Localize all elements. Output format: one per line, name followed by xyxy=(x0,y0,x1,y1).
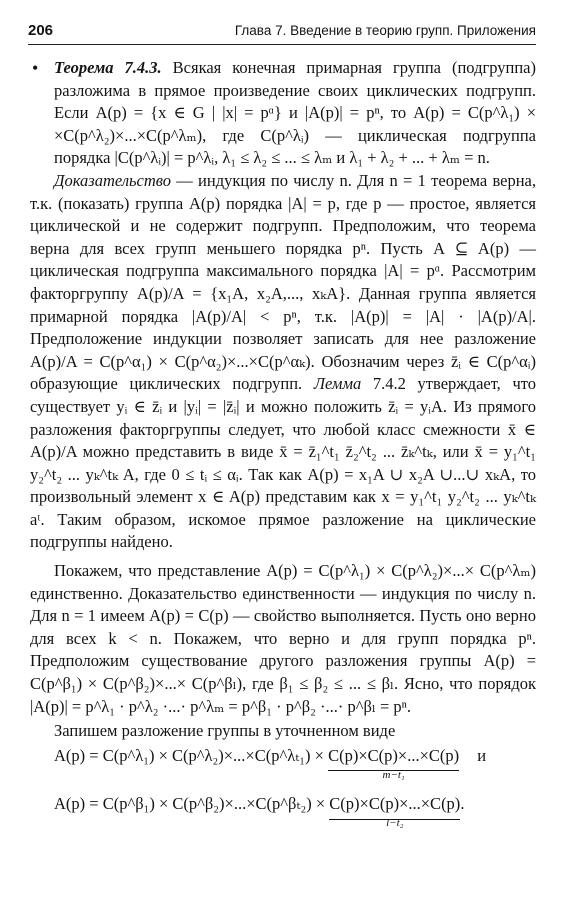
header-rule xyxy=(28,44,536,45)
lemma-label: Лемма xyxy=(313,374,362,394)
underbrace-1: C(p)×C(p)×...×C(p) m−t₁ xyxy=(328,745,459,772)
theorem-paragraph xyxy=(30,57,536,170)
equation-2: A(p) = C(p^β₁) × C(p^β₂)×...×C(p^βₜ₂) × C(p)×C(p)×...×C(p) l−t₂ . xyxy=(54,793,536,820)
underbrace-label-2: l−t₂ xyxy=(386,817,404,830)
theorem-text: Всякая конечная примарная группа (подгруппа) разложима в прямое произведение своих циклических подгрупп. Если A(p) = {x ∈ G | |x| = pᵅ} и |A(p)| = pⁿ, то A(p) = C(p^λ₁) × ×C(p^λ₂)×...×C(p^λₘ), где C(p^λᵢ) — циклическая подгруппа порядка |C(p^λᵢ)| = p^λᵢ, λ₁ ≤ λ₂ ≤ ... ≤ λₘ и λ₁ + λ₂ + ... + λₘ = n. xyxy=(54,58,537,168)
uniqueness-paragraph xyxy=(30,560,536,718)
underbrace-2: C(p)×C(p)×...×C(p) l−t₂ xyxy=(329,793,460,820)
equation-1: A(p) = C(p^λ₁) × C(p^λ₂)×...×C(p^λₜ₁) × C(p)×C(p)×...×C(p) m−t₁ и xyxy=(54,745,536,772)
proof-label: Доказательство xyxy=(54,170,171,190)
refined-intro: Запишем разложение группы в уточненном виде xyxy=(54,721,396,741)
chapter-title: Глава 7. Введение в теорию групп. Приложения xyxy=(234,23,536,38)
bullet-icon: • xyxy=(32,58,39,78)
proof-text: — индукция по числу n. Для n = 1 теорема верна, т.к. (показать) группа A(p) порядка |A| = p, где p — простое, является циклической и не содержит подгрупп. Предположим, что теорема верна для всех групп меньшего порядка pⁿ. Пусть A ⊆ A(p) — циклическая подгруппа максимального порядка |A| = pᵅ. Рассмотрим факторгруппу A(p)/A = {x₁A, x₂A,..., xₖA}. Данная группа является примарной порядка |A(p)/A| < pⁿ, т.к. |A(p)| = |A| · |A(p)/A|. Предположение индукции позволяет записать для нее разложение A(p)/A = C(p^α₁) × C(p^α₂)×...×C(p^αₖ). Обозначим через z̄ᵢ ∈ C(p^αᵢ) образующие циклических подгрупп. xyxy=(30,170,536,394)
refined-equations xyxy=(30,745,536,830)
page-number: 206 xyxy=(28,22,54,39)
uniqueness-text: Покажем, что представление A(p) = C(p^λ₁) × C(p^λ₂)×...× C(p^λₘ) единственно. Доказательство единственности — индукция по числу n. Для n = 1 имеем A(p) = C(p) — свойство выполняется. Пусть оно верно для всех k < n. Покажем, что верно и для групп порядка pⁿ. Предположим существование другого разложения группы A(p) = C(p^β₁) × C(p^β₂)×...× C(p^βₗ), где β₁ ≤ β₂ ≤ ... ≤ βₗ. Ясно, что порядок |A(p)| = p^λ₁ · p^λ₂ ·...· p^λₘ = p^β₁ · p^β₂ ·...· p^βₗ = pⁿ. xyxy=(30,561,536,716)
theorem-label: Теорема 7.4.3. xyxy=(54,58,162,77)
page-body xyxy=(30,57,537,830)
proof-paragraph xyxy=(30,170,536,554)
conjunction: и xyxy=(477,745,487,765)
underbrace-label-1: m−t₁ xyxy=(382,768,405,781)
running-header xyxy=(28,22,536,42)
proof-text-continued: 7.4.2 утверждает, что существует yᵢ ∈ z̄ᵢ и |yᵢ| = |z̄ᵢ| и можно положить z̄ᵢ = yᵢA. Из прямого разложения факторгруппы следует, что любой класс смежности x̄ ∈ A(p)/A можно представить в виде x̄ = z̄₁^t₁ z̄₂^t₂ ... z̄ₖ^tₖ, или x̄ = y₁^t₁ y₂^t₂ ... yₖ^tₖ A, где 0 ≤ tᵢ ≤ αᵢ. Так как A(p) = x₁A ∪ x₂A ∪...∪ xₖA, то произвольный элемент x ∈ A(p) представим как x = y₁^t₁ y₂^t₂ ... yₖ^tₖ aᵗ. Таким образом, искомое прямое разложение на циклические подгруппы найдено. xyxy=(30,374,537,552)
